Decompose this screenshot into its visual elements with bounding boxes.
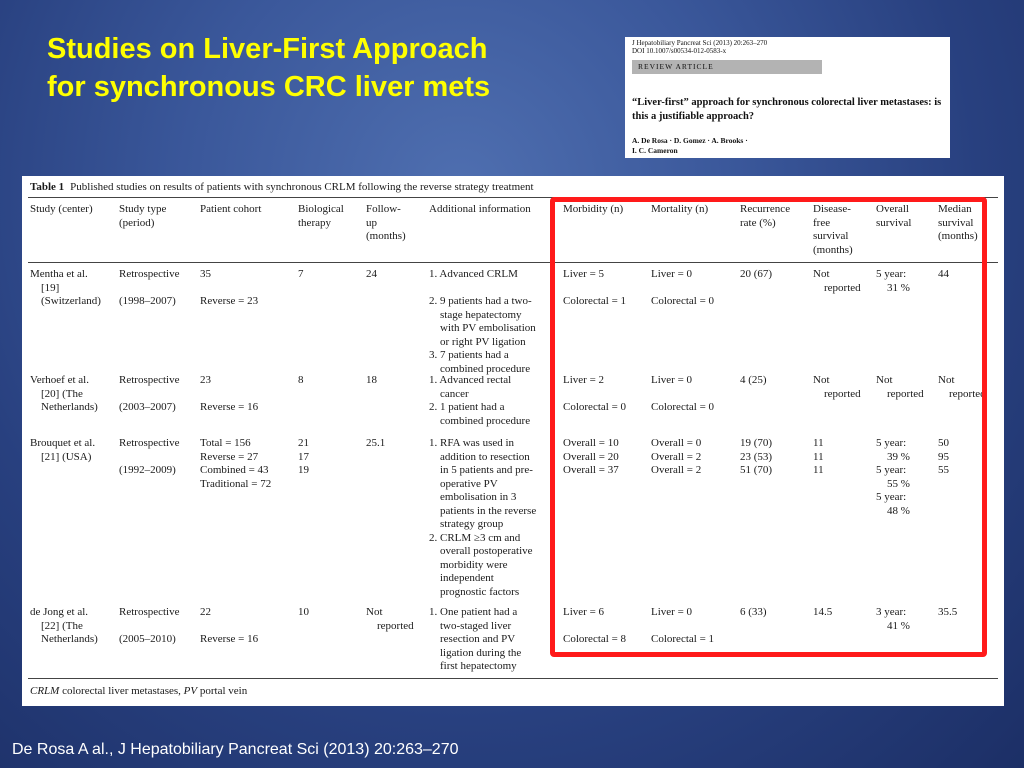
footnote-def-pv: portal vein: [199, 685, 248, 697]
row-1-dfs: Not reported: [813, 268, 861, 294]
row-2-study: Verhoef et al. [20] (The Netherlands): [30, 374, 98, 413]
row-4-morbidity: Liver = 6 Colorectal = 8: [563, 606, 627, 645]
table-bottom-rule: [28, 678, 998, 679]
row-1-median-survival: 44: [938, 268, 949, 280]
row-1-additional-info: 1. Advanced CRLM 2. 9 patients had a two- stage hepatectomy with PV embolisation or right PV ligation 3. 7 patients had a combined procedure: [429, 268, 536, 375]
row-3-morbidity: Overall = 10 Overall = 20 Overall = 37: [563, 437, 619, 476]
header-median-survival: Median survival (months): [938, 203, 978, 242]
row-2-additional-info: 1. Advanced rectal cancer 2. 1 patient had a combined procedure: [429, 374, 531, 427]
article-authors-line-1: A. De Rosa · D. Gomez · A. Brooks ·: [632, 136, 748, 145]
header-dfs: Disease- free survival (months): [813, 203, 853, 256]
header-type: Study type (period): [119, 203, 167, 229]
row-2-dfs: Not reported: [813, 374, 861, 400]
article-journal: J Hepatobiliary Pancreat Sci (2013) 20:263–270: [632, 39, 768, 47]
article-title: “Liver-first” approach for synchronous colorectal liver metastases: is this a justifiable approach?: [632, 97, 942, 122]
row-2-overall-survival: Not reported: [876, 374, 924, 400]
row-4-study: de Jong et al. [22] (The Netherlands): [30, 606, 98, 645]
header-biological-therapy: Biological therapy: [298, 203, 344, 229]
row-1-biological-therapy: 7: [298, 268, 304, 280]
row-3-dfs: 11 11 11: [813, 437, 824, 476]
row-3-recurrence: 19 (70) 23 (53) 51 (70): [740, 437, 773, 476]
row-2-follow-up: 18: [366, 374, 377, 386]
header-mortality: Mortality (n): [651, 203, 709, 215]
row-3-mortality: Overall = 0 Overall = 2 Overall = 2: [651, 437, 702, 476]
row-1-mortality: Liver = 0 Colorectal = 0: [651, 268, 715, 307]
row-3-type: Retrospective (1992–2009): [119, 437, 180, 476]
row-4-recurrence: 6 (33): [740, 606, 767, 618]
article-authors-line-2: I. C. Cameron: [632, 146, 678, 155]
row-3-study: Brouquet et al. [21] (USA): [30, 437, 96, 463]
header-cohort: Patient cohort: [200, 203, 262, 215]
row-4-additional-info: 1. One patient had a two-staged liver resection and PV ligation during the first hepatectomy: [429, 606, 522, 672]
header-recurrence: Recurrence rate (%): [740, 203, 791, 229]
header-follow-up: Follow- up (months): [366, 203, 406, 242]
table-label: Table 1: [30, 181, 65, 193]
slide-citation: De Rosa A al., J Hepatobiliary Pancreat Sci (2013) 20:263–270: [12, 741, 459, 758]
row-2-morbidity: Liver = 2 Colorectal = 0: [563, 374, 627, 413]
title-line-1: Studies on Liver-First Approach: [47, 33, 488, 65]
article-doi: DOI 10.1007/s00534-012-0583-x: [632, 47, 727, 55]
slide-title: [47, 30, 607, 106]
row-2-type: Retrospective (2003–2007): [119, 374, 180, 413]
header-additional-info: Additional information: [429, 203, 531, 215]
outcomes-highlight-box: [550, 197, 987, 657]
title-line-2: for synchronous CRC liver mets: [47, 71, 491, 103]
row-3-follow-up: 25.1: [366, 437, 386, 449]
row-4-overall-survival: 3 year: 41 %: [876, 606, 910, 632]
table-footnote: [30, 684, 247, 698]
footnote-abbr-crlm: CRLM: [30, 685, 60, 697]
row-2-mortality: Liver = 0 Colorectal = 0: [651, 374, 715, 413]
row-4-mortality: Liver = 0 Colorectal = 1: [651, 606, 715, 645]
row-3-cohort: Total = 156 Reverse = 27 Combined = 43 Traditional = 72: [200, 437, 272, 490]
article-authors: [632, 136, 748, 156]
row-3-additional-info: 1. RFA was used in addition to resection in 5 patients and pre- operative PV embolisation in 3 patients in the reverse strategy group 2. CRLM ≥3 cm and overall postoperative morbidity were independent prognostic factors: [429, 437, 537, 598]
footnote-def-crlm: colorectal liver metastases,: [62, 685, 181, 697]
row-3-biological-therapy: 21 17 19: [298, 437, 309, 476]
article-header-image: [625, 37, 950, 158]
row-3-overall-survival: 5 year: 39 % 5 year: 55 % 5 year: 48 %: [876, 437, 910, 517]
table-caption: [30, 180, 534, 194]
table-caption-text: Published studies on results of patients with synchronous CRLM following the reverse strategy treatment: [70, 181, 534, 193]
header-overall-survival: Overall survival: [876, 203, 912, 229]
row-4-cohort: 22 Reverse = 16: [200, 606, 259, 645]
row-4-follow-up: Not reported: [366, 606, 414, 632]
row-4-median-survival: 35.5: [938, 606, 958, 618]
row-4-biological-therapy: 10: [298, 606, 309, 618]
row-1-recurrence: 20 (67): [740, 268, 773, 280]
header-study: Study (center): [30, 203, 93, 215]
row-1-cohort: 35 Reverse = 23: [200, 268, 259, 307]
header-morbidity: Morbidity (n): [563, 203, 624, 215]
article-section-bar: REVIEW ARTICLE: [632, 60, 822, 74]
row-1-study: Mentha et al. [19] (Switzerland): [30, 268, 101, 307]
row-2-biological-therapy: 8: [298, 374, 304, 386]
row-4-type: Retrospective (2005–2010): [119, 606, 180, 645]
row-1-follow-up: 24: [366, 268, 377, 280]
row-1-type: Retrospective (1998–2007): [119, 268, 180, 307]
row-2-median-survival: Not reported: [938, 374, 986, 400]
row-1-morbidity: Liver = 5 Colorectal = 1: [563, 268, 627, 307]
row-4-dfs: 14.5: [813, 606, 833, 618]
row-2-cohort: 23 Reverse = 16: [200, 374, 259, 413]
row-3-median-survival: 50 95 55: [938, 437, 949, 476]
row-1-overall-survival: 5 year: 31 %: [876, 268, 910, 294]
footnote-abbr-pv: PV: [183, 685, 198, 697]
row-2-recurrence: 4 (25): [740, 374, 767, 386]
